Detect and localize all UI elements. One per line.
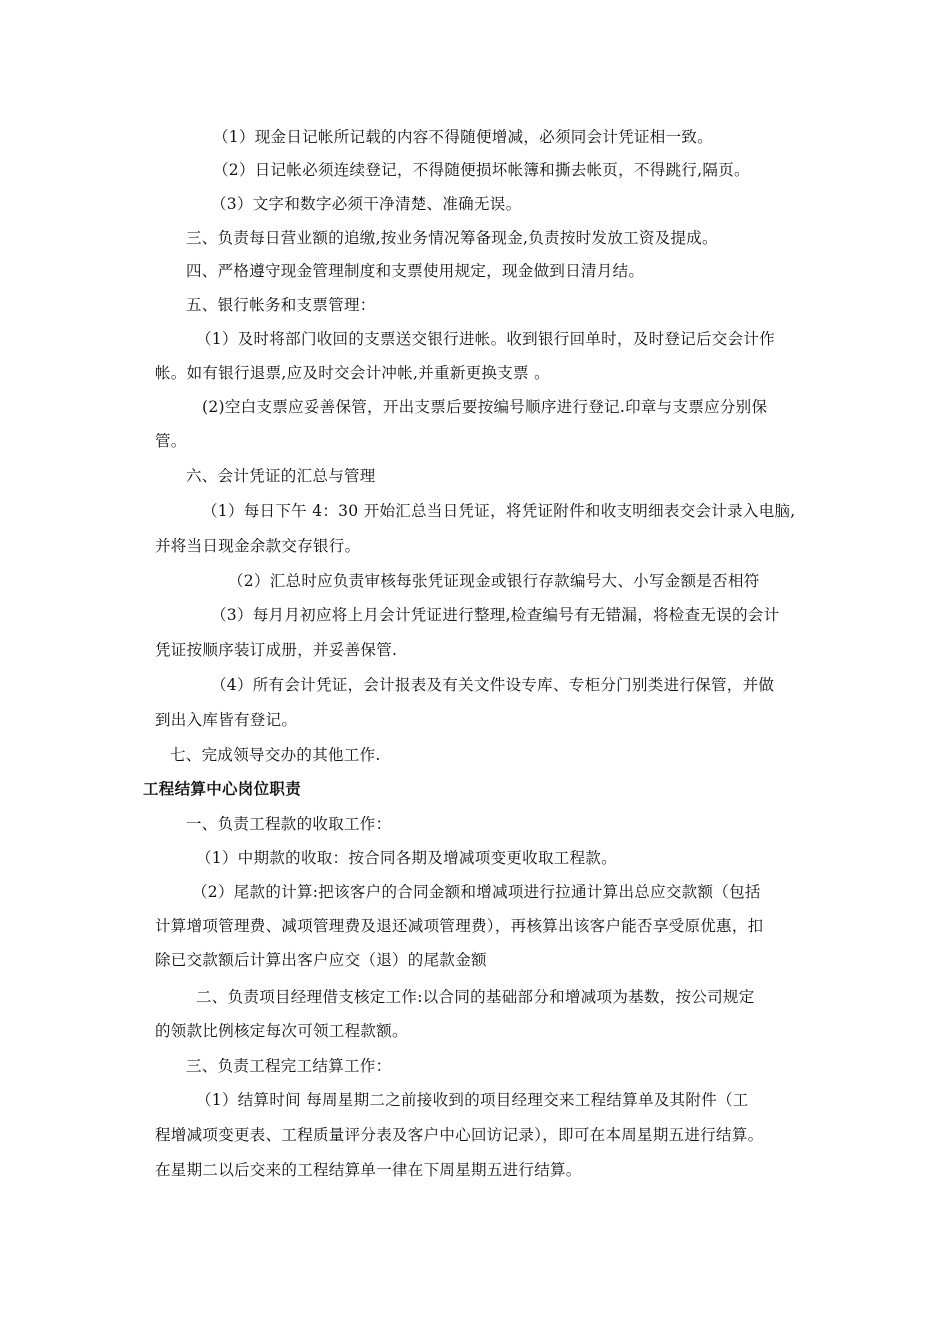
text-line: 七、完成领导交办的其他工作. — [170, 746, 381, 764]
text-line: （2）日记帐必须连续登记，不得随便损坏帐簿和撕去帐页，不得跳行,隔页。 — [213, 161, 750, 179]
text-line: 五、银行帐务和支票管理： — [186, 296, 376, 314]
text-line: （1）中期款的收取：按合同各期及增减项变更收取工程款。 — [196, 849, 617, 867]
text-line: 管。 — [155, 432, 187, 450]
text-line: 四、严格遵守现金管理制度和支票使用规定，现金做到日清月结。 — [186, 262, 645, 280]
text-line: 在星期二以后交来的工程结算单一律在下周星期五进行结算。 — [155, 1161, 582, 1179]
text-line: （3）每月月初应将上月会计凭证进行整理,检查编号有无错漏，将检查无误的会计 — [211, 606, 780, 624]
text-line: （3）文字和数字必须干净清楚、准确无误。 — [211, 195, 522, 213]
text-line: （2）尾款的计算:把该客户的合同金额和增减项进行拉通计算出总应交款额（包括 — [192, 883, 761, 901]
text-line: 的领款比例核定每次可领工程款额。 — [155, 1022, 408, 1040]
text-line: （1）及时将部门收回的支票送交银行进帐。收到银行回单时，及时登记后交会计作 — [196, 330, 775, 348]
text-line: （4）所有会计凭证，会计报表及有关文件设专库、专柜分门别类进行保管，并做 — [211, 676, 775, 694]
text-line: 三、负责每日营业额的追缴,按业务情况筹备现金,负责按时发放工资及提成。 — [186, 229, 718, 247]
text-line: （1）每日下午 4：30 开始汇总当日凭证，将凭证附件和收支明细表交会计录入电脑, — [202, 502, 796, 520]
text-line: 一、负责工程款的收取工作： — [186, 815, 392, 833]
text-line: 并将当日现金余款交存银行。 — [155, 537, 361, 555]
text-line: 除已交款额后计算出客户应交（退）的尾款金额 — [155, 951, 487, 969]
text-line: (2)空白支票应妥善保管，开出支票后要按编号顺序进行登记.印章与支票应分别保 — [202, 398, 768, 416]
text-line: 三、负责工程完工结算工作： — [186, 1057, 392, 1075]
text-line: 程增减项变更表、工程质量评分表及客户中心回访记录），即可在本周星期五进行结算。 — [155, 1126, 764, 1144]
text-line: （2）汇总时应负责审核每张凭证现金或银行存款编号大、小写金额是否相符 — [228, 572, 760, 590]
section-heading: 工程结算中心岗位职责 — [143, 780, 302, 798]
text-line: 凭证按顺序装订成册，并妥善保管. — [155, 641, 398, 659]
text-line: 六、会计凭证的汇总与管理 — [186, 467, 376, 485]
text-line: 计算增项管理费、减项管理费及退还减项管理费），再核算出该客户能否享受原优惠，扣 — [155, 917, 764, 935]
text-line: 到出入库皆有登记。 — [155, 711, 298, 729]
text-line: （1）结算时间 每周星期二之前接收到的项目经理交来工程结算单及其附件（工 — [196, 1091, 749, 1109]
text-line: （1）现金日记帐所记载的内容不得随便增减，必须同会计凭证相一致。 — [213, 128, 713, 146]
text-line: 帐。如有银行退票,应及时交会计冲帐,并重新更换支票 。 — [155, 364, 550, 382]
text-line: 二、负责项目经理借支核定工作:以合同的基础部分和增减项为基数，按公司规定 — [196, 988, 755, 1006]
